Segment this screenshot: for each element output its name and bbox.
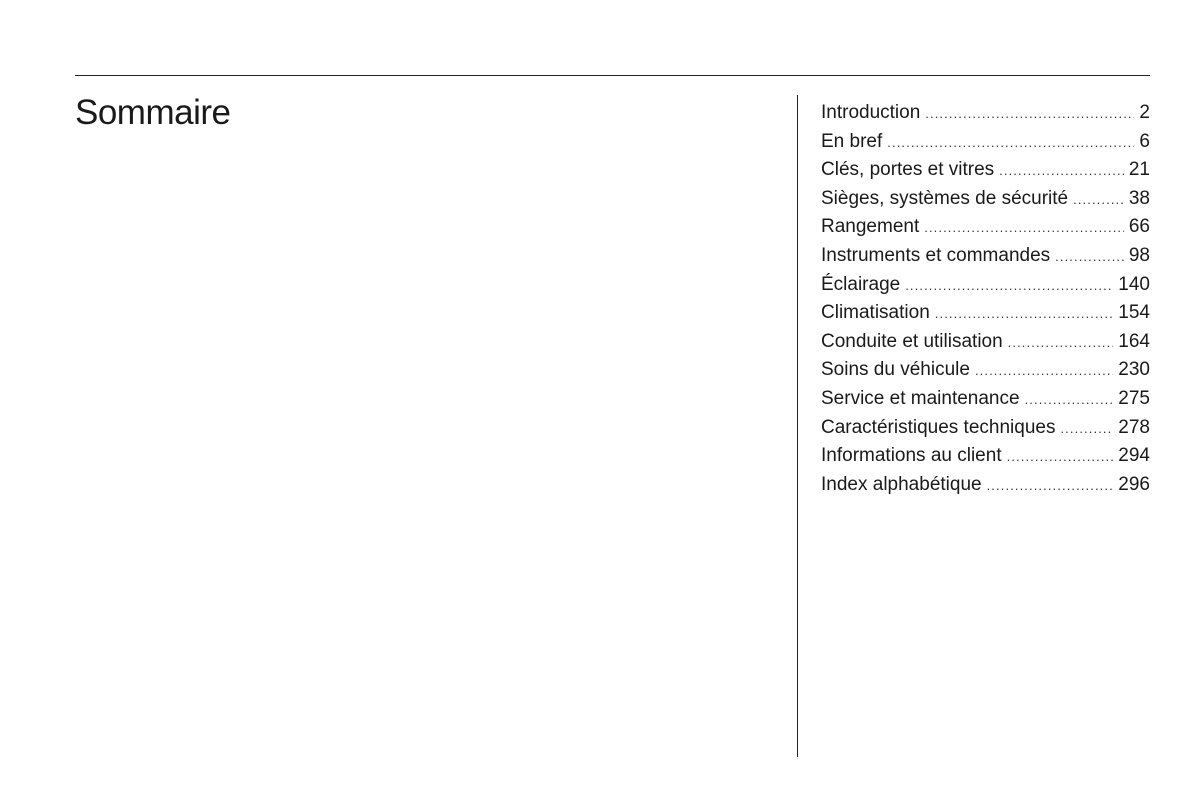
toc-entry-eclairage[interactable]: [821, 271, 1150, 300]
toc-dot-leader: [1007, 443, 1114, 471]
toc-entry-label: Caractéristiques techniques: [821, 416, 1056, 438]
toc-entry-soins-vehicule[interactable]: [821, 356, 1150, 385]
toc-entry-page-number: 294: [1118, 445, 1150, 467]
toc-entry-page-number: 6: [1139, 130, 1150, 152]
toc-entry-page-number: 275: [1118, 387, 1150, 409]
toc-entry-label: Instruments et commandes: [821, 244, 1051, 266]
toc-dot-leader: [975, 357, 1113, 385]
toc-entry-label: En bref: [821, 130, 883, 152]
toc-entry-page-number: 230: [1118, 359, 1150, 381]
toc-entry-label: Service et maintenance: [821, 387, 1020, 409]
toc-entry-en-bref[interactable]: [821, 128, 1150, 157]
toc-dot-leader: [1060, 415, 1113, 443]
toc-entry-label: Éclairage: [821, 273, 901, 295]
toc-entry-label: Soins du véhicule: [821, 359, 970, 381]
toc-entry-rangement[interactable]: [821, 213, 1150, 242]
toc-dot-leader: [935, 300, 1114, 328]
toc-entry-page-number: 278: [1118, 416, 1150, 438]
toc-entry-label: Introduction: [821, 102, 921, 123]
toc-entry-instruments-commandes[interactable]: [821, 242, 1150, 271]
toc-dot-leader: [999, 157, 1124, 185]
toc-dot-leader: [887, 129, 1134, 157]
table-of-contents: [821, 99, 1150, 499]
toc-entry-climatisation[interactable]: [821, 299, 1150, 328]
toc-entry-sieges-securite[interactable]: [821, 185, 1150, 214]
toc-dot-leader: [1055, 243, 1124, 271]
toc-entry-caracteristiques-techniques[interactable]: [821, 414, 1150, 443]
toc-entry-label: Climatisation: [821, 302, 930, 324]
toc-dot-leader: [905, 272, 1113, 300]
header-rule: [75, 75, 1150, 76]
toc-entry-informations-client[interactable]: [821, 442, 1150, 471]
toc-entry-index-alphabetique[interactable]: [821, 471, 1150, 500]
toc-entry-page-number: 164: [1118, 330, 1150, 352]
toc-entry-label: Informations au client: [821, 445, 1002, 467]
toc-entry-label: Conduite et utilisation: [821, 330, 1003, 352]
page-title: Sommaire: [75, 93, 231, 132]
toc-entry-page-number: 98: [1128, 244, 1150, 266]
toc-entry-page-number: 21: [1128, 159, 1150, 181]
toc-entry-label: Sièges, systèmes de sécurité: [821, 187, 1069, 209]
toc-dot-leader: [987, 472, 1114, 500]
toc-entry-introduction[interactable]: [821, 99, 1150, 128]
toc-dot-leader: [1073, 186, 1124, 214]
toc-dot-leader: [1025, 386, 1114, 414]
toc-dot-leader: [1008, 329, 1114, 357]
toc-entry-cles-portes-vitres[interactable]: [821, 156, 1150, 185]
toc-entry-label: Clés, portes et vitres: [821, 159, 995, 181]
toc-entry-page-number: 2: [1139, 102, 1150, 123]
toc-entry-page-number: 66: [1128, 216, 1150, 238]
toc-entry-service-maintenance[interactable]: [821, 385, 1150, 414]
toc-entry-page-number: 38: [1128, 187, 1150, 209]
toc-entry-label: Rangement: [821, 216, 920, 238]
toc-entry-conduite-utilisation[interactable]: [821, 328, 1150, 357]
toc-entry-label: Index alphabétique: [821, 473, 982, 495]
toc-entry-page-number: 296: [1118, 473, 1150, 495]
column-divider: [797, 95, 798, 757]
toc-entry-page-number: 140: [1118, 273, 1150, 295]
toc-dot-leader: [924, 214, 1124, 242]
toc-entry-page-number: 154: [1118, 302, 1150, 324]
toc-dot-leader: [925, 100, 1134, 128]
